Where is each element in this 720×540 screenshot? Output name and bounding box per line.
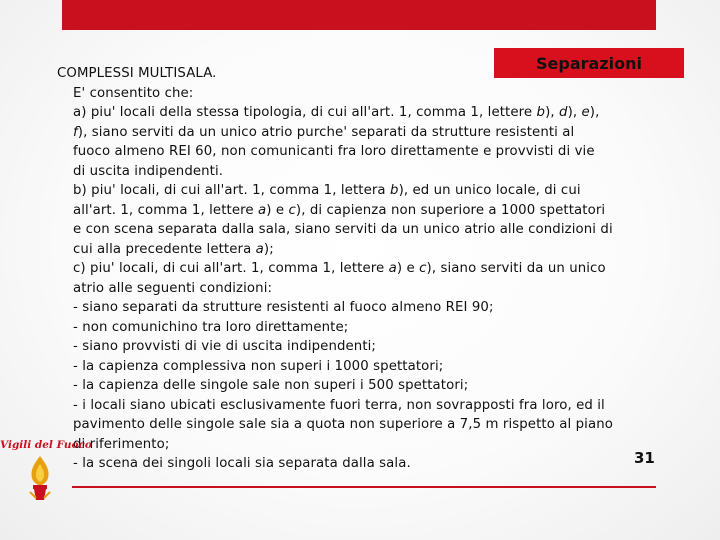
- list-item: - i locali siano ubicati esclusivamente fuori terra, non sovrapposti fra loro, ed il: [73, 397, 605, 413]
- text-line: f), siano serviti da un unico atrio purche' separati da strutture resistenti al: [73, 124, 575, 140]
- text-line: di riferimento;: [73, 436, 170, 452]
- list-item: - la capienza delle singole sale non superi i 500 spettatori;: [73, 378, 469, 393]
- slide-title: Separazioni: [536, 53, 642, 73]
- list-item: - non comunichino tra loro direttamente;: [73, 319, 349, 335]
- list-item: - la capienza complessiva non superi i 1000 spettatori;: [73, 358, 444, 374]
- footer-rule: [72, 486, 656, 488]
- list-item: - la scena dei singoli locali sia separata dalla sala.: [73, 456, 411, 471]
- text-line: fuoco almeno REI 60, non comunicanti fra loro direttamente e provvisti di vie: [73, 144, 595, 159]
- text-line: di uscita indipendenti.: [73, 163, 224, 179]
- flame-emblem-icon: [30, 456, 50, 500]
- text-line: pavimento delle singole sale sia a quota non superiore a 7,5 m rispetto al piano: [73, 417, 613, 432]
- text-line: E' consentito che:: [73, 85, 194, 101]
- vigili-del-fuoco-logo: [0, 439, 92, 540]
- header-bar: [62, 0, 656, 30]
- text-line: a) piu' locali della stessa tipologia, di cui all'art. 1, comma 1, lettere b), d), e),: [73, 105, 600, 120]
- regulation-text: [57, 64, 663, 474]
- text-line: all'art. 1, comma 1, lettere a) e c), di capienza non superiore a 1000 spettatori: [73, 202, 606, 218]
- logo-text: Vigili del Fuoco: [0, 439, 92, 451]
- list-item: - siano provvisti di vie di uscita indipendenti;: [73, 339, 377, 354]
- text-block: [57, 84, 663, 474]
- text-line: c) piu' locali, di cui all'art. 1, comma 1, lettere a) e c), siano serviti da un unico: [73, 261, 606, 276]
- list-item: - siano separati da strutture resistenti al fuoco almeno REI 90;: [73, 300, 494, 315]
- section-heading: COMPLESSI MULTISALA.: [57, 66, 217, 81]
- text-line: b) piu' locali, di cui all'art. 1, comma 1, lettera b), ed un unico locale, di cui: [73, 183, 581, 198]
- text-line: e con scena separata dalla sala, siano serviti da un unico atrio alle condizioni di: [73, 222, 613, 237]
- text-line: atrio alle seguenti condizioni:: [73, 280, 273, 296]
- page-number: 31: [634, 449, 655, 467]
- text-line: cui alla precedente lettera a);: [73, 241, 274, 257]
